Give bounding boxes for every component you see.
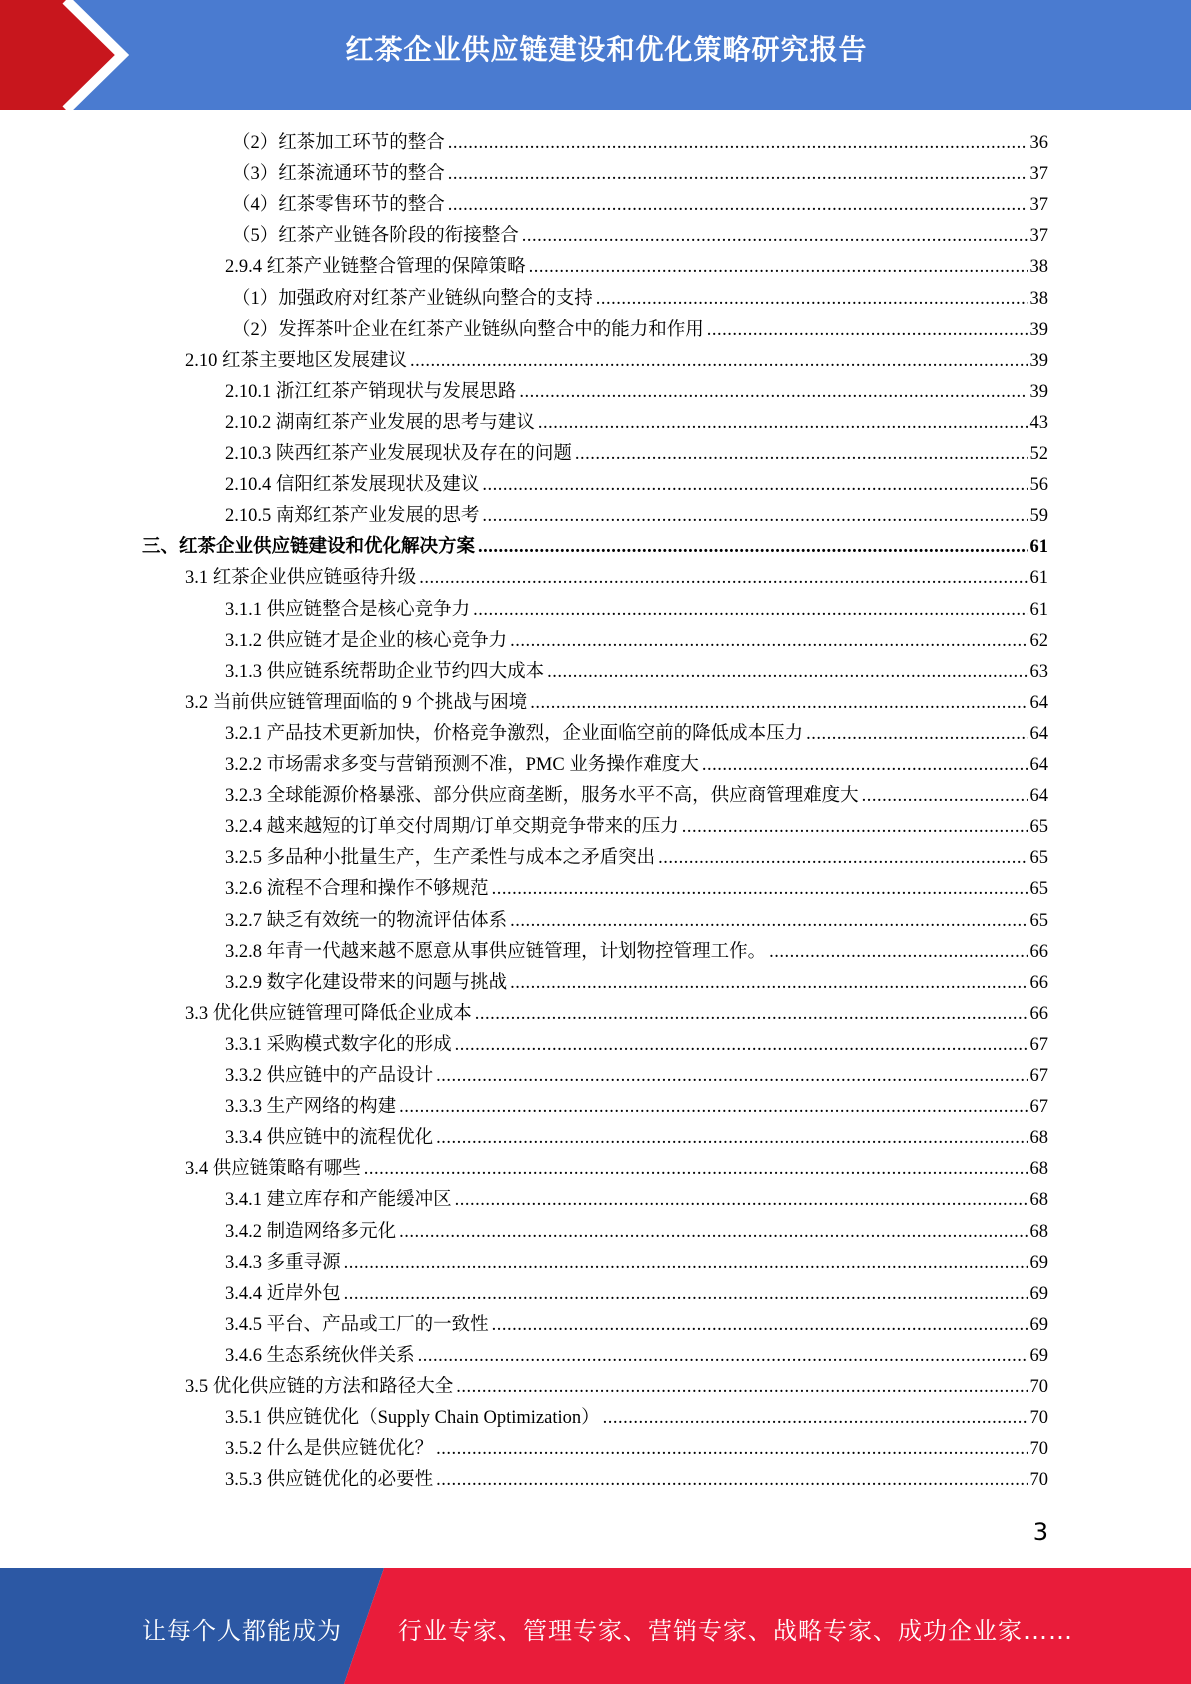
toc-entry-page: 64: [1029, 692, 1048, 713]
toc-entry-page: 65: [1029, 910, 1048, 931]
toc-entry-page: 65: [1029, 817, 1048, 838]
toc-entry-title: 3.5.2 什么是供应链优化？: [225, 1439, 434, 1460]
toc-dot-leader: [436, 1465, 1027, 1496]
toc-entry[interactable]: [185, 346, 1048, 377]
toc-entry-page: 37: [1029, 226, 1048, 247]
toc-entry[interactable]: [225, 843, 1048, 874]
toc-entry[interactable]: [225, 812, 1048, 843]
toc-dot-leader: [482, 501, 1027, 532]
toc-entry[interactable]: [225, 719, 1048, 750]
toc-entry-title: 三、红茶企业供应链建设和优化解决方案: [142, 537, 476, 558]
toc-entry-title: （1）加强政府对红茶产业链纵向整合的支持: [232, 288, 593, 309]
toc-entry-page: 66: [1029, 1003, 1048, 1024]
toc-entry[interactable]: [225, 408, 1048, 439]
toc-entry-page: 38: [1029, 257, 1048, 278]
toc-entry[interactable]: [225, 1217, 1048, 1248]
toc-entry-page: 43: [1029, 412, 1048, 433]
toc-dot-leader: [510, 906, 1027, 937]
toc-entry[interactable]: [225, 1185, 1048, 1216]
toc-entry[interactable]: [225, 781, 1048, 812]
toc-entry-page: 64: [1029, 786, 1048, 807]
toc-entry-page: 62: [1029, 630, 1048, 651]
toc-entry-page: 59: [1029, 506, 1048, 527]
toc-entry-page: 69: [1029, 1345, 1048, 1366]
toc-entry-title: 3.4.4 近岸外包: [225, 1283, 341, 1304]
toc-entry-page: 64: [1029, 723, 1048, 744]
toc-entry-title: 3.2.2 市场需求多变与营销预测不准，PMC 业务操作难度大: [225, 755, 699, 775]
toc-dot-leader: [530, 688, 1027, 719]
toc-dot-leader: [862, 781, 1028, 812]
report-title: 红茶企业供应链建设和优化策略研究报告: [345, 33, 868, 66]
toc-entry-title: （2）红茶加工环节的整合: [232, 133, 445, 153]
toc-entry-title: 2.10.4 信阳红茶发展现状及建议: [225, 475, 480, 496]
toc-entry[interactable]: [185, 1372, 1048, 1403]
toc-dot-leader: [448, 159, 1028, 190]
toc-entry-page: 37: [1029, 195, 1048, 216]
toc-dot-leader: [436, 1123, 1027, 1154]
toc-dot-leader: [399, 1217, 1027, 1248]
toc-dot-leader: [448, 128, 1028, 159]
toc-entry-title: 3.3.4 供应链中的流程优化: [225, 1128, 434, 1149]
toc-entry-page: 68: [1029, 1221, 1048, 1242]
toc-entry-title: 3.2.3 全球能源价格暴涨、部分供应商垄断，服务水平不高，供应商管理难度大: [225, 786, 859, 807]
toc-entry-title: 3.1 红茶企业供应链亟待升级: [185, 568, 417, 589]
toc-entry[interactable]: [225, 1030, 1048, 1061]
toc-entry[interactable]: [232, 128, 1048, 159]
toc-dot-leader: [510, 626, 1027, 657]
toc-entry-page: 64: [1029, 755, 1048, 775]
toc-entry-title: 3.1.1 供应链整合是核心竞争力: [225, 599, 471, 620]
toc-entry[interactable]: [225, 1403, 1048, 1434]
toc-entry-page: 70: [1029, 1408, 1048, 1429]
toc-entry-page: 68: [1029, 1159, 1048, 1180]
toc-entry-page: 69: [1029, 1283, 1048, 1304]
toc-dot-leader: [575, 439, 1028, 470]
toc-entry[interactable]: [225, 1341, 1048, 1372]
toc-entry[interactable]: [232, 190, 1048, 221]
toc-dot-leader: [806, 719, 1027, 750]
toc-entry-page: 68: [1029, 1190, 1048, 1211]
toc-entry-page: 66: [1029, 941, 1048, 962]
toc-dot-leader: [492, 874, 1028, 905]
toc-entry-title: 3.2.6 流程不合理和操作不够规范: [225, 879, 489, 900]
toc-entry-title: 3.3.3 生产网络的构建: [225, 1097, 397, 1118]
toc-entry[interactable]: [225, 1434, 1048, 1465]
toc-entry-page: 61: [1029, 537, 1048, 558]
toc-entry-page: 67: [1029, 1066, 1048, 1086]
toc-entry-title: 2.10 红茶主要地区发展建议: [185, 350, 408, 371]
toc-entry-page: 38: [1029, 288, 1048, 309]
toc-entry-page: 65: [1029, 879, 1048, 900]
toc-entry-page: 70: [1029, 1470, 1048, 1491]
toc-entry-page: 39: [1029, 350, 1048, 371]
toc-entry[interactable]: [225, 1123, 1048, 1154]
toc-entry-page: 67: [1029, 1034, 1048, 1055]
toc-entry[interactable]: [225, 501, 1048, 532]
toc-entry[interactable]: [225, 1310, 1048, 1341]
toc-dot-leader: [455, 1030, 1028, 1061]
toc-entry-title: 2.10.1 浙江红茶产销现状与发展思路: [225, 381, 517, 402]
toc-entry-title: 3.3.1 采购模式数字化的形成: [225, 1034, 452, 1055]
toc-dot-leader: [596, 284, 1028, 315]
footer-slogan-left: 让每个人都能成为: [142, 1617, 342, 1645]
toc-entry[interactable]: [185, 688, 1048, 719]
toc-entry-title: （2）发挥茶叶企业在红茶产业链纵向整合中的能力和作用: [232, 319, 704, 340]
toc-entry-title: 3.2.8 年青一代越来越不愿意从事供应链管理，计划物控管理工作。: [225, 941, 767, 962]
toc-entry-page: 39: [1029, 319, 1048, 340]
toc-entry[interactable]: [225, 1061, 1048, 1092]
toc-entry-page: 63: [1029, 661, 1048, 682]
toc-entry[interactable]: [225, 1248, 1048, 1279]
toc-entry-page: 37: [1029, 164, 1048, 185]
toc-entry-title: 3.4.1 建立库存和产能缓冲区: [225, 1190, 452, 1211]
toc-dot-leader: [658, 843, 1027, 874]
toc-dot-leader: [399, 1092, 1027, 1123]
toc-entry-page: 61: [1029, 568, 1048, 589]
toc-entry-title: 2.10.2 湖南红茶产业发展的思考与建议: [225, 412, 535, 433]
toc-dot-leader: [473, 595, 1027, 626]
toc-dot-leader: [410, 346, 1027, 377]
page-footer: [0, 1568, 1191, 1684]
toc-dot-leader: [482, 470, 1027, 501]
toc-dot-leader: [603, 1403, 1028, 1434]
toc-entry-title: 3.2.4 越来越短的订单交付周期/订单交期竞争带来的压力: [225, 817, 679, 838]
toc-entry-title: 3.4.3 多重寻源: [225, 1252, 341, 1273]
toc-dot-leader: [522, 221, 1028, 252]
toc-entry[interactable]: [232, 159, 1048, 190]
toc-entry-title: 3.5.3 供应链优化的必要性: [225, 1470, 434, 1491]
toc-entry[interactable]: [225, 470, 1048, 501]
toc-dot-leader: [344, 1248, 1028, 1279]
toc-entry-page: 67: [1029, 1097, 1048, 1118]
toc-entry[interactable]: [185, 1154, 1048, 1185]
page-number: 3: [1032, 1518, 1048, 1546]
toc-dot-leader: [456, 1372, 1027, 1403]
toc-dot-leader: [547, 657, 1027, 688]
toc-dot-leader: [769, 937, 1027, 968]
toc-dot-leader: [436, 1434, 1027, 1465]
toc-dot-leader: [519, 377, 1027, 408]
toc-entry[interactable]: [225, 1092, 1048, 1123]
toc-entry-title: 3.2.9 数字化建设带来的问题与挑战: [225, 972, 508, 993]
toc-dot-leader: [510, 968, 1027, 999]
toc-entry[interactable]: [232, 221, 1048, 252]
toc-entry-page: 52: [1029, 444, 1048, 464]
toc-entry-title: 3.4.5 平台、产品或工厂的一致性: [225, 1314, 489, 1335]
toc-dot-leader: [419, 563, 1027, 594]
toc-entry[interactable]: [225, 1465, 1048, 1496]
toc-entry[interactable]: [185, 999, 1048, 1030]
toc-dot-leader: [707, 315, 1028, 346]
toc-entry[interactable]: [225, 874, 1048, 905]
toc-entry-title: 2.9.4 红茶产业链整合管理的保障策略: [225, 257, 526, 278]
page-header: [0, 0, 1191, 110]
toc-entry-page: 66: [1029, 972, 1048, 993]
toc-dot-leader: [436, 1061, 1027, 1092]
toc-entry-page: 65: [1029, 848, 1048, 869]
footer-slogan-right: 行业专家、管理专家、营销专家、战略专家、成功企业家……: [398, 1617, 1073, 1645]
toc-entry[interactable]: [232, 284, 1048, 315]
toc-dot-leader: [702, 750, 1028, 781]
toc-entry-title: 3.2.5 多品种小批量生产，生产柔性与成本之矛盾突出: [225, 848, 656, 869]
toc-dot-leader: [455, 1185, 1028, 1216]
toc-entry-title: 3.5.1 供应链优化（Supply Chain Optimization）: [225, 1408, 600, 1429]
toc-entry-title: （4）红茶零售环节的整合: [232, 195, 445, 216]
toc-dot-leader: [448, 190, 1028, 221]
toc-entry[interactable]: [225, 595, 1048, 626]
toc-entry[interactable]: [225, 750, 1048, 781]
toc-entry-page: 61: [1029, 599, 1048, 620]
toc-entry-title: 3.3.2 供应链中的产品设计: [225, 1066, 434, 1086]
toc-entry[interactable]: [225, 657, 1048, 688]
toc-entry-title: 3.4 供应链策略有哪些: [185, 1159, 361, 1180]
toc-entry-page: 70: [1029, 1377, 1048, 1397]
toc-entry[interactable]: [225, 439, 1048, 470]
toc-entry[interactable]: [225, 906, 1048, 937]
toc-entry[interactable]: [225, 626, 1048, 657]
toc-dot-leader: [682, 812, 1028, 843]
toc-entry-title: 3.2 当前供应链管理面临的 9 个挑战与困境: [185, 692, 528, 713]
toc-entry[interactable]: [225, 252, 1048, 283]
toc-entry-title: 3.1.2 供应链才是企业的核心竞争力: [225, 630, 508, 651]
toc-entry-title: 3.2.7 缺乏有效统一的物流评估体系: [225, 910, 508, 931]
toc-entry-page: 69: [1029, 1314, 1048, 1335]
toc-dot-leader: [478, 532, 1027, 563]
toc-entry-title: 2.10.3 陕西红茶产业发展现状及存在的问题: [225, 444, 572, 464]
toc-entry[interactable]: [225, 968, 1048, 999]
toc-entry-title: 3.3 优化供应链管理可降低企业成本: [185, 1003, 472, 1024]
toc-dot-leader: [529, 252, 1028, 283]
toc-dot-leader: [364, 1154, 1028, 1185]
toc-entry-title: 3.2.1 产品技术更新加快，价格竞争激烈，企业面临空前的降低成本压力: [225, 723, 804, 744]
toc-entry-title: 3.1.3 供应链系统帮助企业节约四大成本: [225, 661, 545, 682]
toc-entry-page: 56: [1029, 475, 1048, 496]
toc-dot-leader: [475, 999, 1028, 1030]
toc-dot-leader: [492, 1310, 1028, 1341]
toc-entry-title: （5）红茶产业链各阶段的衔接整合: [232, 226, 519, 247]
toc-entry-title: 3.4.6 生态系统伙伴关系: [225, 1345, 415, 1366]
toc-entry[interactable]: [232, 315, 1048, 346]
toc-entry[interactable]: [225, 937, 1048, 968]
toc-entry[interactable]: [225, 1279, 1048, 1310]
toc-entry-page: 36: [1029, 133, 1048, 153]
toc-entry-title: 3.5 优化供应链的方法和路径大全: [185, 1377, 454, 1397]
toc-entry-page: 68: [1029, 1128, 1048, 1149]
toc-dot-leader: [538, 408, 1028, 439]
toc-dot-leader: [418, 1341, 1028, 1372]
toc-entry[interactable]: [185, 563, 1048, 594]
toc-entry-page: 70: [1029, 1439, 1048, 1460]
toc-dot-leader: [344, 1279, 1028, 1310]
toc-entry-title: 3.4.2 制造网络多元化: [225, 1221, 397, 1242]
toc-entry[interactable]: [142, 532, 1048, 563]
toc-entry-page: 69: [1029, 1252, 1048, 1273]
toc-entry-title: （3）红茶流通环节的整合: [232, 164, 445, 185]
toc-entry[interactable]: [225, 377, 1048, 408]
toc-entry-page: 39: [1029, 381, 1048, 402]
toc-entry-title: 2.10.5 南郑红茶产业发展的思考: [225, 506, 480, 527]
